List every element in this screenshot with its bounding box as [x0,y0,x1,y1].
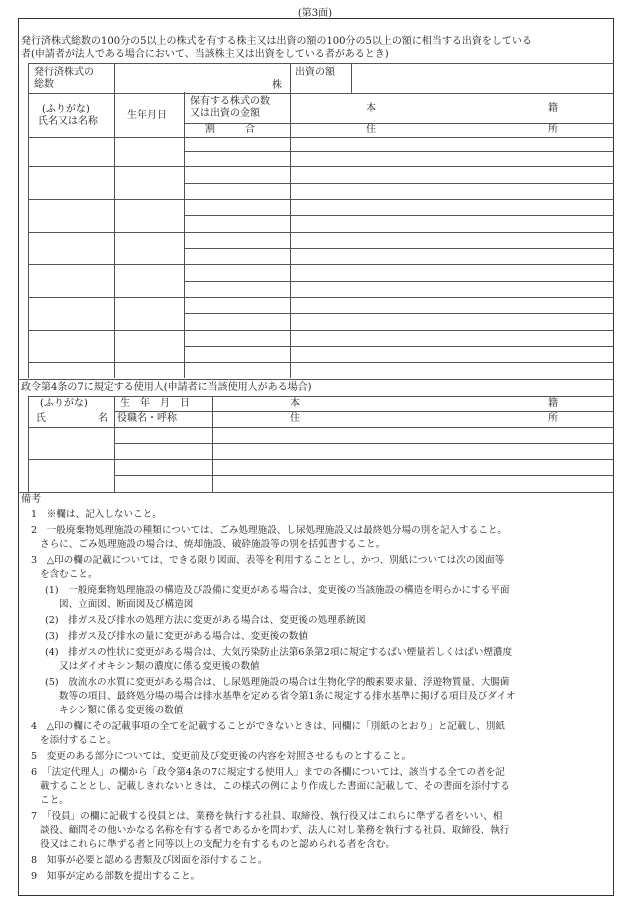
remark-line: (1) 一般廃棄物処理施設の構造及び設備に変更がある場合は、変更後の当該施設の構造を明らかにする平面 [45,585,510,596]
shareholders-heading-line2: 者(申請者が法人である場合において、当該株主又は出資をしている者があるとき) [21,49,389,60]
col-holding-1: 保有する株式の数 [190,96,270,107]
remark-line: 7 「役員」の欄に記載する役員とは、業務を執行する社員、取締役、執行役又はこれらに準ずる者をいい、相 [31,811,503,822]
remark-line: 役又はこれらに準ずる者と同等以上の支配力を有するものと認められる者を含む。 [40,839,395,850]
remarks-title: 備考 [21,494,41,505]
emp-col-domicile-b: 籍 [548,398,558,409]
remark-line: 図、立面図、断面図及び構造図 [59,599,194,610]
col-ratio: 割 合 [205,124,255,135]
col-domicile-b: 籍 [548,103,558,114]
form-frame [18,18,614,896]
remark-line: 5 変更のある部分については、変更前及び変更後の内容を対照させるものとすること。 [31,751,412,762]
remark-line: 6 「法定代理人」の欄から「政令第4条の7に規定する使用人」までの各欄については、該当する全ての者を記 [31,767,505,778]
total-shares-label: 発行済株式の [34,67,94,78]
shareholders-heading-line1: 発行済株式総数の100分の5以上の株式を有する株主又は出資の額の100分の5以上の額に相当する出資をしている [21,36,532,47]
col-name: 氏名又は名称 [38,116,98,127]
remark-line: 4 △印の欄にその記載事項の全てを記載することができないときは、同欄に「別紙のとおり」と記載し、別紙 [31,721,505,732]
remark-line: 又はダイオキシン類の濃度に係る変更後の数値 [59,661,260,672]
col-address-a: 住 [366,124,376,135]
remark-line: 数等の項目、最終処分場の場合は排水基準を定める省令第1条に規定する排水基準に掲げる項目及びダイオ [59,691,516,702]
remark-line: 載することとし、記載しきれないときは、この様式の例により作成した書面に記載して、その書面を添付する [40,781,510,792]
emp-col-address-b: 所 [548,413,558,424]
col-address-b: 所 [548,124,558,135]
employees-heading: 政令第4条の7に規定する使用人(申請者に当該使用人がある場合) [21,382,312,393]
emp-col-birthdate: 生 年 月 日 [120,398,190,409]
remark-line: 9 知事が定める部数を提出すること。 [31,871,201,882]
remark-line: (2) 排ガス及び排水の処理方法に変更がある場合は、変更後の処理系統図 [45,615,366,626]
emp-col-domicile-a: 本 [290,398,300,409]
remark-line: (3) 排ガス及び排水の量に変更がある場合は、変更後の数値 [45,631,309,642]
emp-col-address-a: 住 [290,413,300,424]
col-domicile-a: 本 [366,103,376,114]
remark-line: こと。 [40,795,69,806]
emp-col-furigana: (ふりがな) [40,398,88,409]
emp-col-name-a: 氏 [36,413,46,424]
emp-col-name-b: 名 [98,413,108,424]
remark-line: 8 知事が必要と認める書類及び図面を添付すること。 [31,855,268,866]
col-birthdate: 生年月日 [127,110,167,121]
remark-line: 3 △印の欄の記載については、できる限り図面、表等を利用することとし、かつ、別紙については次の図面等 [31,555,505,566]
remark-line: を添付すること。 [40,735,117,746]
total-shares-label-2: 総数 [34,79,54,90]
remark-line: (5) 放流水の水質に変更がある場合は、し尿処理施設の場合は生物化学的酸素要求量、浮遊物質量、大腸菌 [45,677,510,688]
remark-line: 談役、顧問その他いかなる名称を有する者であるかを問わず、法人に対し業務を執行する社員、取締役、執行 [40,825,510,836]
shares-unit: 株 [272,80,282,91]
remark-line: 1 ※欄は、記入しないこと。 [31,509,162,520]
emp-col-title: 役職名・呼称 [117,413,177,424]
remark-line: 2 一般廃棄物処理施設の種類については、ごみ処理施設、し尿処理施設又は最終処分場の別を記入すること。 [31,525,508,536]
page-number: (第3面) [297,8,333,19]
capital-label: 出資の額 [295,67,335,78]
col-holding-2: 又は出資の金額 [190,108,260,119]
remark-line: さらに、ごみ処理施設の場合は、焼却施設、破砕施設等の別を括弧書すること。 [40,539,386,550]
remark-line: キシン類に係る変更後の数値 [59,705,184,716]
col-furigana: (ふりがな) [42,104,90,115]
remark-line: (4) 排ガスの性状に変更がある場合は、大気汚染防止法第6条第2項に規定するばい煙量若しくはばい煙濃度 [45,647,513,658]
remark-line: を含むこと。 [40,569,98,580]
